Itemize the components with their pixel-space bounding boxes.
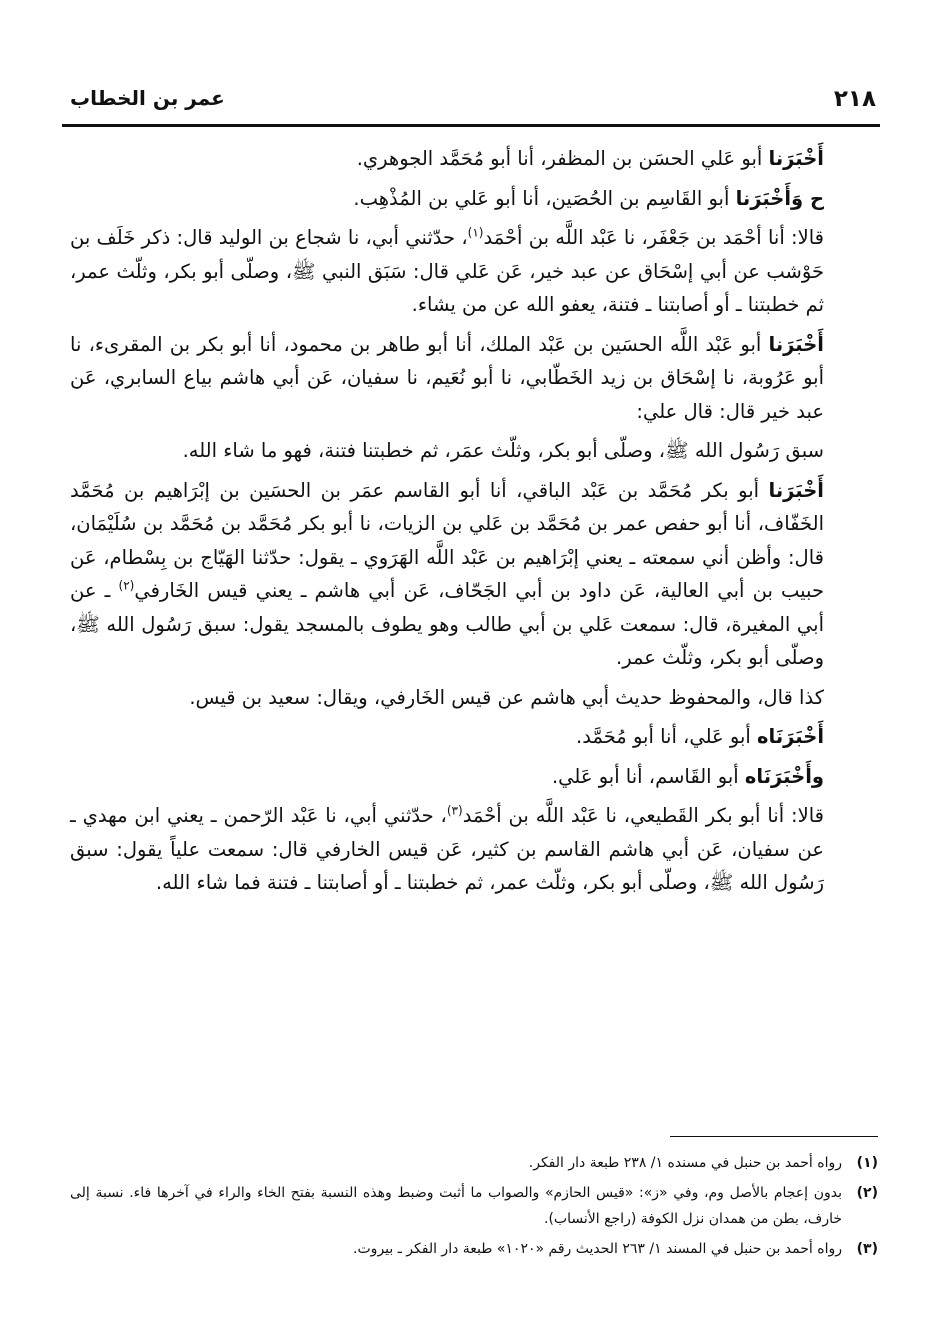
paragraph-text: ـ عن أبي المغيرة، قال: سمعت عَلي بن أبي طالب وهو يطوف بالمسجد يقول: سبق رَسُول الله ﷺ، وصلّى أبو بكر، وثلّث عمر. [70,579,824,669]
paragraph-6 [70,474,876,675]
paragraph-7 [70,681,876,715]
paragraph-text: أبو القَاسم، أنا أبو عَلي. [551,764,745,788]
paragraph-2 [70,182,876,216]
paragraph-text: أبو عَلي، أنا أبو مُحَمَّد. [576,725,758,748]
paragraph-9 [70,760,876,794]
paragraph-text: أبو عَلي الحسَن بن المظفر، أنا أبو مُحَمَّد الجوهري. [356,147,769,170]
footnote-text: بدون إعجام بالأصل وم، وفي «ز»: «قيس الحازم» والصواب ما أثبت وضبط وهذه النسبة بفتح الخاء والراء في آخرها فاء. نسبة إلى خارف، بطن من همدان نزل الكوفة (راجع الأنساب). [70,1185,842,1227]
paragraph-3 [70,221,876,322]
isnad-keyword: أَخْبَرَنَاه [757,725,824,748]
isnad-keyword: أَخْبَرَنا [768,332,824,356]
footnote-2 [70,1180,878,1232]
paragraph-text: قالا: أنا أحْمَد بن جَعْفَر، نا عَبْد اللَّه بن أحْمَد [483,226,824,249]
page-header [62,86,880,116]
isnad-keyword: أَخْبَرَنا [768,147,824,170]
isnad-keyword: ح وَأَخْبَرَنا [735,186,824,210]
page-number: ٢١٨ [833,86,876,112]
paragraph-4 [70,328,876,429]
footnote-number: (٣) [856,1241,878,1257]
main-text [70,142,876,906]
footnote-number: (١) [856,1155,878,1171]
paragraph-text: قالا: أنا أبو بكر القَطيعي، نا عَبْد اللَّه بن أحْمَد [462,804,824,827]
paragraph-8 [70,720,876,754]
header-rule [62,124,880,127]
paragraph-text: كذا قال، والمحفوظ حديث أبي هاشم عن قيس الخَارفي، ويقال: سعيد بن قيس. [189,685,824,709]
paragraph-text: أبو القَاسِم بن الحُصَين، أنا أبو عَلي بن المُذْهِب. [353,186,736,210]
paragraph-1 [70,142,876,176]
footnote-ref: (٢) [118,578,135,593]
footnotes [70,1150,878,1266]
isnad-keyword: أَخْبَرَنا [768,478,824,502]
footnote-3 [70,1236,878,1262]
paragraph-text: أبو عَبْد اللَّه الحسَين بن عَبْد الملك، أنا أبو طاهر بن محمود، أنا أبو بكر بن المقرىء، نا أبو عَرُوبة، نا إسْحَاق بن زيد الخَطّابي، نا أبو نُعَيم، نا سفيان، عَن أبي هاشم بياع السابري، عَن عبد خير قال: قال علي: [70,332,824,423]
footnote-rule [670,1136,878,1137]
paragraph-text: ، حدّثني أبي، نا شجاع بن الوليد قال: ذكر خَلَف بن حَوْشب عن أبي إسْحَاق عن عبد خير، عَن عَلي قال: سَبَق النبي ﷺ، وصلّى أبو بكر، وثلّث عمر، ثم خطبتنا ـ أو أصابتنا ـ فتنة، يعفو الله عن من يشاء. [70,226,824,316]
paragraph-5 [70,434,876,468]
footnote-number: (٢) [856,1185,878,1201]
footnote-ref: (٣) [446,803,463,818]
isnad-keyword: وأَخْبَرَنَاه [744,764,824,788]
paragraph-text: أبو بكر مُحَمَّد بن عَبْد الباقي، أنا أبو القاسم عمَر بن الحسَين بن إبْرَاهيم بن مُحَمَّد الخَفّاف، أنا أبو حفص عمر بن مُحَمَّد بن عَلي بن الزيات، نا أبو بكر مُحَمَّد بن مُحَمَّد بن سُلَيْمَان، قال: وأظن أني سمعته ـ يعني إبْرَاهيم بن عَبْد اللَّه الهَرَوي ـ يقول: حدّثنا الهَيّاج بن بِسْطام، عَن حبيب بن أبي العالية، عَن داود بن أبي الجَحّاف، عَن أبي هاشم ـ يعني قيس الخَارفي [70,478,824,602]
paragraph-text: ، حدّثني أبي، نا عَبْد الرّحمن ـ يعني ابن مهدي ـ عن سفيان، عَن أبي هاشم القاسم بن كثير، عَن قيس الخارفي قال: سمعت علياً يقول: سبق رَسُول الله ﷺ، وصلّى أبو بكر، وثلّث عمر، ثم خطبتنا ـ أو أصابتنا ـ فتنة فما شاء الله. [70,804,824,894]
paragraph-text: سبق رَسُول الله ﷺ، وصلّى أبو بكر، وثلّث عمَر، ثم خطبتنا فتنة، فهو ما شاء الله. [182,439,824,462]
running-title: عمر بن الخطاب [70,86,225,110]
paragraph-10 [70,799,876,900]
footnote-ref: (١) [467,225,484,240]
footnote-text: رواه أحمد بن حنبل في مسنده ١/ ٢٣٨ طبعة دار الفكر. [528,1155,842,1171]
footnote-1 [70,1150,878,1176]
footnote-text: رواه أحمد بن حنبل في المسند ١/ ٢٦٣ الحديث رقم «١٠٢٠» طبعة دار الفكر ـ بيروت. [353,1241,842,1257]
